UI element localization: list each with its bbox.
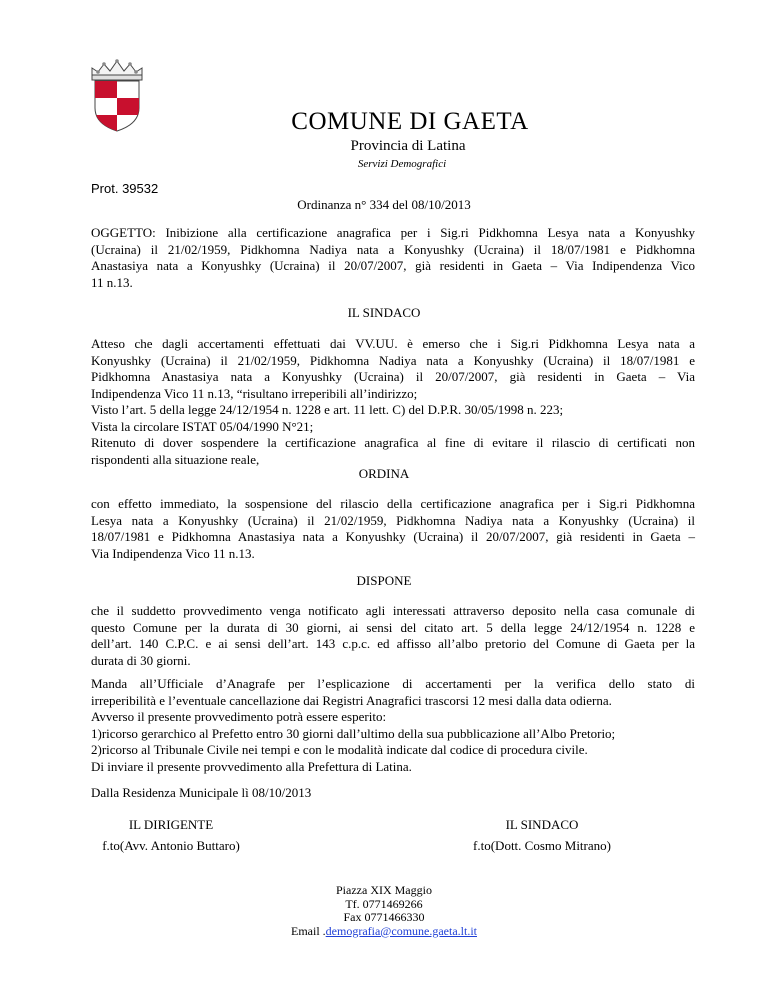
whereas-line: rispondenti alla situazione reale, <box>91 451 260 467</box>
sindaco-title: IL SINDACO <box>505 817 579 832</box>
manda-line: 2)ricorso al Tribunale Civile nei tempi e con le modalità indicate dal codice di procedura civile. <box>91 742 588 757</box>
whereas-paragraph <box>91 336 695 468</box>
whereas-line: Ritenuto di dover sospendere la certificazione anagrafica al fine di evitare il rilascio di certificati non <box>91 435 695 450</box>
whereas-line: Pidkhomna Anastasiya nata a Konyushky (Ucraina) il 20/07/2007, già residenti in Gaeta – Via <box>91 369 695 384</box>
ordina-line: 18/07/1981 e Pidkhomna Anastasiya nata a Konyushky (Ucraina) il 20/07/2007, già residenti in Gaeta – <box>91 529 695 544</box>
manda-line: 1)ricorso gerarchico al Prefetto entro 30 giorni dall’ultimo della sua pubblicazione all’Albo Pretorio; <box>91 725 616 741</box>
whereas-line: Konyushky (Ucraina) il 21/02/1959, Pidkhomna Nadiya nata a Konyushky (Ucraina) il 18/07/1981 e <box>91 352 695 368</box>
footer-address: Piazza XIX Maggio <box>336 883 432 897</box>
dirigente-name: f.to(Avv. Antonio Buttaro) <box>102 838 240 853</box>
footer-email-link[interactable]: demografia@comune.gaeta.lt.it <box>325 923 477 938</box>
manda-line: Manda all’Ufficiale d’Anagrafe per l’esplicazione di accertamenti per la verifica dello stato di <box>91 676 695 691</box>
sindaco-name: f.to(Dott. Cosmo Mitrano) <box>473 838 611 853</box>
footer-telephone: Tf. 0771469266 <box>345 896 423 911</box>
ordina-line: con effetto immediato, la sospensione del rilascio della certificazione anagrafica per i Sig.ri Pidkhomna <box>91 496 695 511</box>
subject-line: (Ucraina) il 21/02/1959, Pidkhomna Nadiya nata a Konyushky (Ucraina) il 18/07/1981 e Pidkhomna <box>91 241 695 257</box>
il-sindaco-heading: IL SINDACO <box>347 305 421 320</box>
manda-line: Avverso il presente provvedimento potrà essere esperito: <box>91 709 387 724</box>
footer-email-label: Email . <box>291 923 326 938</box>
protocol-number: Prot. 39532 <box>91 181 159 196</box>
subject-line: OGGETTO: Inibizione alla certificazione anagrafica per i Sig.ri Pidkhomna Lesya nata a Konyushky <box>91 225 695 240</box>
dirigente-title: IL DIRIGENTE <box>128 817 214 832</box>
ordina-line: Lesya nata a Konyushky (Ucraina) il 21/02/1959, Pidkhomna Nadiya nata a Konyushky (Ucraina) il <box>91 512 695 528</box>
footer-email-row <box>0 925 768 939</box>
province-subtitle: Provincia di Latina <box>350 138 466 154</box>
whereas-line: Visto l’art. 5 della legge 24/12/1954 n. 1228 e art. 11 lett. C) del D.P.R. 30/05/1998 n. 223; <box>91 402 564 417</box>
dispone-line: che il suddetto provvedimento venga notificato agli interessati attraverso deposito nella casa comunale di <box>91 603 695 618</box>
manda-line: irreperibilità e l’eventuale cancellazione dai Registri Anagrafici trascorsi 12 mesi dalla data odierna. <box>91 692 612 708</box>
place-date: Dalla Residenza Municipale lì 08/10/2013 <box>91 785 312 800</box>
dirigente-signature <box>91 814 251 856</box>
ordina-paragraph <box>91 496 695 562</box>
dispone-line: dell’art. 140 C.P.C. e ai sensi dell’art. 143 c.p.c. ed affisso all’albo pretorio del Comune di Gaeta per la <box>91 636 695 651</box>
sindaco-signature <box>462 814 622 856</box>
subject-line: Anastasiya nata a Konyushky (Ucraina) il 20/07/2007, già residenti in Gaeta – Via Indipendenza Vico <box>91 258 695 273</box>
dispone-heading: DISPONE <box>356 573 412 588</box>
whereas-line: Indipendenza Vico 11 n.13, “risultano irreperibili all’indirizzo; <box>91 385 418 401</box>
ordina-line: Via Indipendenza Vico 11 n.13. <box>91 545 255 561</box>
footer-fax: Fax 0771466330 <box>343 910 425 924</box>
dispone-line: durata di 30 giorni. <box>91 652 191 668</box>
manda-paragraph <box>91 676 695 775</box>
subject-paragraph <box>91 225 695 291</box>
ordina-heading: ORDINA <box>358 466 410 481</box>
municipality-title: COMUNE DI GAETA <box>291 108 529 135</box>
whereas-line: Atteso che dagli accertamenti effettuati dai VV.UU. è emerso che i Sig.ri Pidkhomna Lesya nata a <box>91 336 695 351</box>
subject-line: 11 n.13. <box>91 274 133 290</box>
dispone-line: questo Comune per la durata di 30 giorni, ai sensi del citato art. 5 della legge 24/12/1954 n. 1228 e <box>91 619 695 635</box>
manda-line: Di inviare il presente provvedimento alla Prefettura di Latina. <box>91 758 412 774</box>
footer-contact <box>0 884 768 938</box>
whereas-line: Vista la circolare ISTAT 05/04/1990 N°21; <box>91 418 314 434</box>
ordinance-number: Ordinanza n° 334 del 08/10/2013 <box>297 197 471 212</box>
dispone-paragraph <box>91 603 695 669</box>
department-subtitle: Servizi Demografici <box>357 158 447 170</box>
